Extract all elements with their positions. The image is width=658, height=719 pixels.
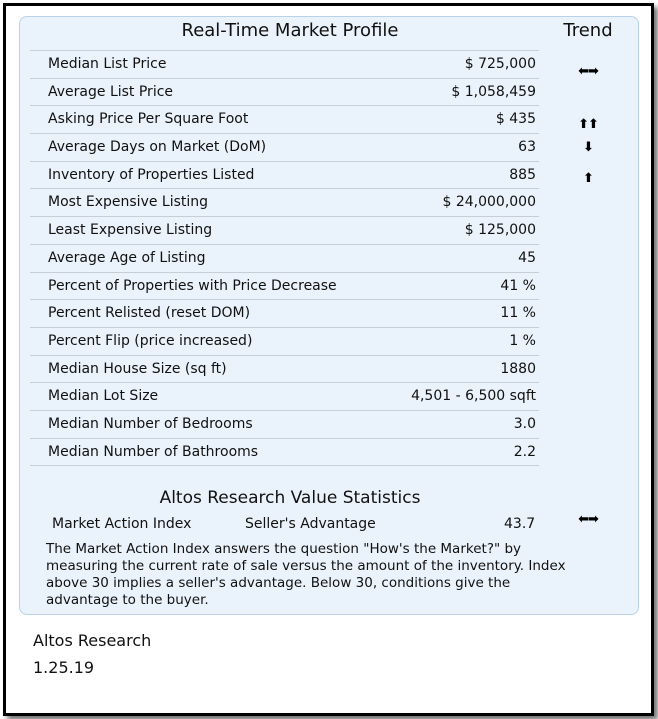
row-label: Asking Price Per Square Foot — [48, 111, 249, 128]
table-row — [30, 328, 539, 356]
report-frame — [3, 3, 654, 716]
table-row — [30, 189, 539, 217]
left-right-arrow-icon: ⬅➡ — [578, 512, 598, 527]
row-value: $ 125,000 — [464, 222, 536, 239]
value-statistics-title: Altos Research Value Statistics — [159, 488, 421, 508]
row-label: Percent Relisted (reset DOM) — [48, 305, 251, 322]
row-label: Median Number of Bedrooms — [48, 415, 253, 432]
row-value: 11 % — [500, 305, 536, 322]
market-action-index-value: 43.7 — [504, 516, 536, 532]
row-value: $ 435 — [495, 111, 536, 128]
row-label: Most Expensive Listing — [48, 194, 209, 211]
row-value: $ 725,000 — [464, 56, 536, 72]
row-value: 2.2 — [513, 443, 536, 460]
row-value: 3.0 — [513, 415, 536, 432]
up-arrow-icon: ⬆ — [583, 171, 593, 186]
table-row — [30, 383, 539, 411]
report-date: 1.25.19 — [33, 658, 95, 677]
table-row — [30, 245, 539, 273]
table-row — [30, 217, 539, 245]
row-label: Average Age of Listing — [48, 249, 206, 266]
row-value: $ 24,000,000 — [442, 194, 536, 211]
row-label: Percent Flip (price increased) — [48, 332, 253, 349]
row-value: 885 — [509, 166, 536, 183]
row-label: Average Days on Market (DoM) — [48, 139, 267, 156]
table-row — [30, 79, 539, 107]
market-action-index-status: Seller's Advantage — [245, 516, 376, 532]
row-value: $ 1,058,459 — [451, 83, 536, 100]
table-row — [30, 411, 539, 439]
market-action-index-description: The Market Action Index answers the question "How's the Market?" by measuring the current rate of sale versus the amount of the inventory. Index above 30 implies a seller's advantage. Below 30, conditions give the advantage to the buyer. — [46, 541, 566, 608]
row-label: Inventory of Properties Listed — [48, 166, 255, 183]
market-action-index-label: Market Action Index — [52, 516, 192, 532]
row-value: 63 — [518, 139, 536, 156]
table-row — [30, 300, 539, 328]
down-arrow-icon: ⬇ — [583, 140, 593, 155]
metrics-table — [30, 50, 539, 466]
row-label: Percent of Properties with Price Decrease — [48, 277, 337, 294]
row-value: 1 % — [509, 332, 536, 349]
row-value: 4,501 - 6,500 sqft — [411, 388, 536, 405]
double-up-arrow-icon: ⬆⬆ — [578, 117, 598, 132]
row-value: 41 % — [500, 277, 536, 294]
trend-header: Trend — [563, 20, 613, 41]
table-row — [30, 439, 539, 467]
row-label: Median List Price — [48, 56, 167, 72]
table-row — [30, 356, 539, 384]
row-value: 1880 — [500, 360, 536, 377]
table-row — [30, 50, 539, 79]
row-value: 45 — [518, 249, 536, 266]
panel-title: Real-Time Market Profile — [181, 20, 399, 41]
row-label: Median Lot Size — [48, 388, 159, 405]
table-row — [30, 134, 539, 162]
source-label: Altos Research — [33, 631, 152, 650]
row-label: Median Number of Bathrooms — [48, 443, 259, 460]
table-row — [30, 273, 539, 301]
left-right-arrow-icon: ⬅➡ — [578, 64, 598, 79]
table-row — [30, 106, 539, 134]
row-label: Average List Price — [48, 83, 174, 100]
table-row — [30, 162, 539, 190]
row-label: Median House Size (sq ft) — [48, 360, 227, 377]
row-label: Least Expensive Listing — [48, 222, 213, 239]
